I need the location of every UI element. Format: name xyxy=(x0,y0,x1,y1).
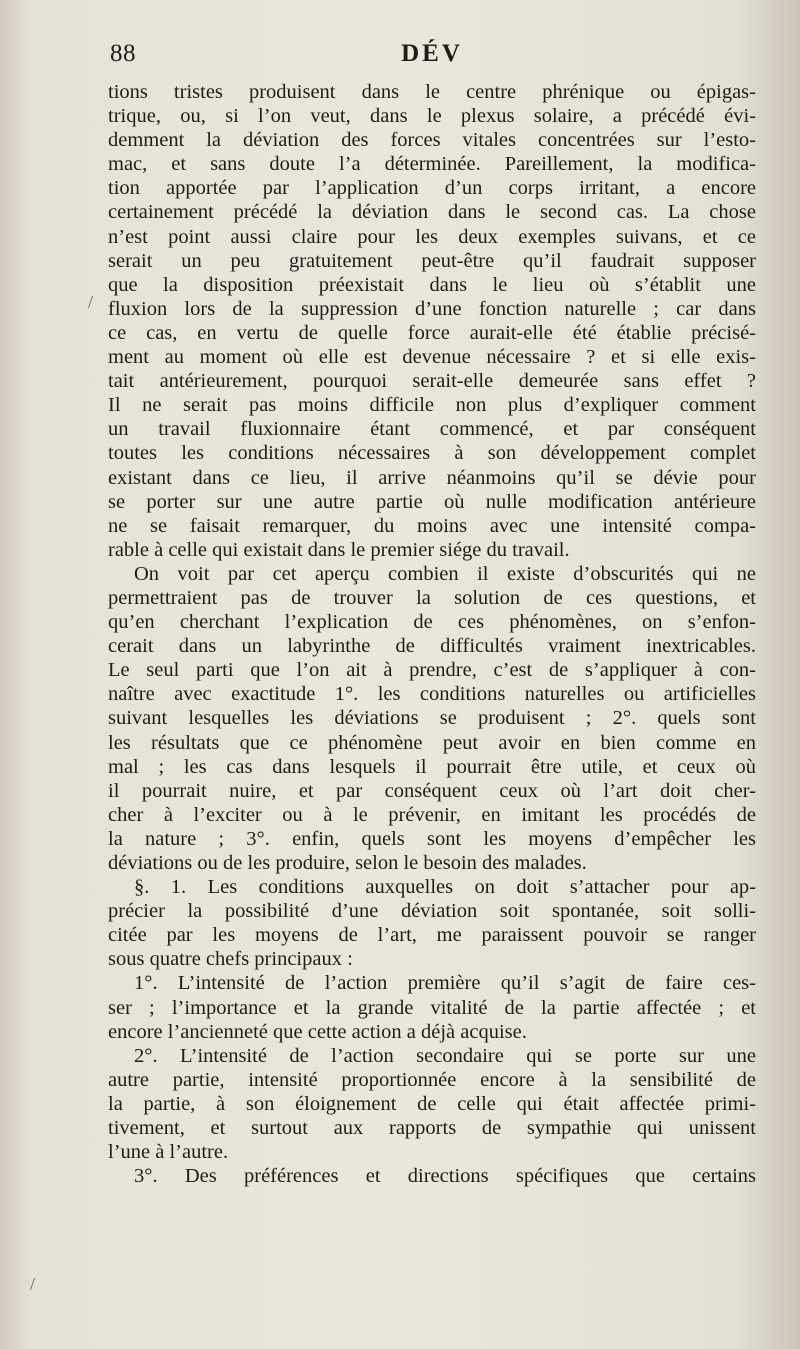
text-line: l’une à l’autre. xyxy=(108,1141,229,1164)
text-line: demment la déviation des forces vitales concentrées sur l’esto- xyxy=(108,129,756,152)
text-line: existant dans ce lieu, il arrive néanmoins qu’il se dévie pour xyxy=(108,466,756,489)
text-line: toutes les conditions nécessaires à son développement complet xyxy=(108,442,756,465)
text-line: la partie, à son éloignement de celle qui était affectée primi- xyxy=(108,1092,756,1115)
running-head xyxy=(108,40,756,74)
text-line: 1°. L’intensité de l’action première qu’il s’agit de faire ces- xyxy=(134,972,756,995)
text-line: cher à l’exciter ou à le prévenir, en imitant les procédés de xyxy=(108,803,756,826)
text-line: 2°. L’intensité de l’action secondaire qui se porte sur une xyxy=(134,1044,756,1067)
text-line: Le seul parti que l’on ait à prendre, c’est de s’appliquer à con- xyxy=(108,659,756,682)
text-line: il pourrait nuire, et par conséquent ceux où l’art doit cher- xyxy=(108,779,756,802)
text-line: ser ; l’importance et la grande vitalité de la partie affectée ; et xyxy=(108,996,756,1019)
text-line: permettraient pas de trouver la solution de ces questions, et xyxy=(108,586,756,609)
margin-pencil-mark: / xyxy=(30,1274,36,1294)
page-number: 88 xyxy=(110,40,136,67)
text-line: ne se faisait remarquer, du moins avec une intensité compa- xyxy=(108,514,756,537)
text-line: se porter sur une autre partie où nulle modification antérieure xyxy=(108,490,756,513)
text-line: qu’en cherchant l’explication de ces phénomènes, on s’enfon- xyxy=(108,611,756,634)
text-line: déviations ou de les produire, selon le besoin des malades. xyxy=(108,852,587,874)
text-line: tions tristes produisent dans le centre phrénique ou épigas- xyxy=(108,81,756,103)
text-line: naître avec exactitude 1°. les conditions naturelles ou artificielles xyxy=(108,683,756,706)
text-line: rable à celle qui existait dans le premier siége du travail. xyxy=(108,538,570,561)
text-line: la nature ; 3°. enfin, quels sont les moyens d’empêcher les xyxy=(108,827,756,850)
text-line: suivant lesquelles les déviations se produisent ; 2°. quels sont xyxy=(108,707,756,730)
text-line: On voit par cet aperçu combien il existe d’obscurités qui ne xyxy=(134,562,756,585)
text-line: mal ; les cas dans lesquels il pourrait être utile, et ceux où xyxy=(108,755,756,778)
text-line: précier la possibilité d’une déviation soit spontanée, soit solli- xyxy=(108,900,756,923)
text-line: tivement, et surtout aux rapports de sympathie qui unissent xyxy=(108,1117,756,1140)
text-line: tait antérieurement, pourquoi serait-elle demeurée sans effet ? xyxy=(108,370,756,393)
body-text xyxy=(108,80,756,1188)
text-line: Il ne serait pas moins difficile non plus d’expliquer comment xyxy=(108,394,756,417)
text-line: citée par les moyens de l’art, me paraissent pouvoir se ranger xyxy=(108,924,756,947)
margin-pencil-mark: / xyxy=(88,292,94,312)
text-line: 3°. Des préférences et directions spécifiques que certains xyxy=(134,1165,756,1188)
running-title: DÉV xyxy=(401,40,463,67)
text-line: autre partie, intensité proportionnée encore à la sensibilité de xyxy=(108,1068,756,1091)
text-line: les résultats que ce phénomène peut avoir en bien comme en xyxy=(108,731,756,754)
text-line: cerait dans un labyrinthe de difficultés vraiment inextricables. xyxy=(108,635,756,658)
text-line: tion apportée par l’application d’un corps irritant, a encore xyxy=(108,177,756,200)
text-line: §. 1. Les conditions auxquelles on doit s’attacher pour ap- xyxy=(134,876,756,899)
text-line: trique, ou, si l’on veut, dans le plexus solaire, a précédé évi- xyxy=(108,105,756,128)
text-line: n’est point aussi claire pour les deux exemples suivans, et ce xyxy=(108,225,756,248)
text-line: encore l’ancienneté que cette action a déjà acquise. xyxy=(108,1020,527,1043)
text-line: ce cas, en vertu de quelle force aurait-elle été établie précisé- xyxy=(108,321,756,344)
text-line: un travail fluxionnaire étant commencé, et par conséquent xyxy=(108,418,756,441)
text-line: que la disposition préexistait dans le lieu où s’établit une xyxy=(108,273,756,296)
text-line: fluxion lors de la suppression d’une fonction naturelle ; car dans xyxy=(108,297,756,320)
text-line: serait un peu gratuitement peut-être qu’il faudrait supposer xyxy=(108,249,756,272)
text-line: ment au moment où elle est devenue nécessaire ? et si elle exis- xyxy=(108,346,756,369)
text-line: mac, et sans doute l’a déterminée. Pareillement, la modifica- xyxy=(108,153,756,176)
text-line: certainement précédé la déviation dans le second cas. La chose xyxy=(108,201,756,224)
text-line: sous quatre chefs principaux : xyxy=(108,948,353,971)
